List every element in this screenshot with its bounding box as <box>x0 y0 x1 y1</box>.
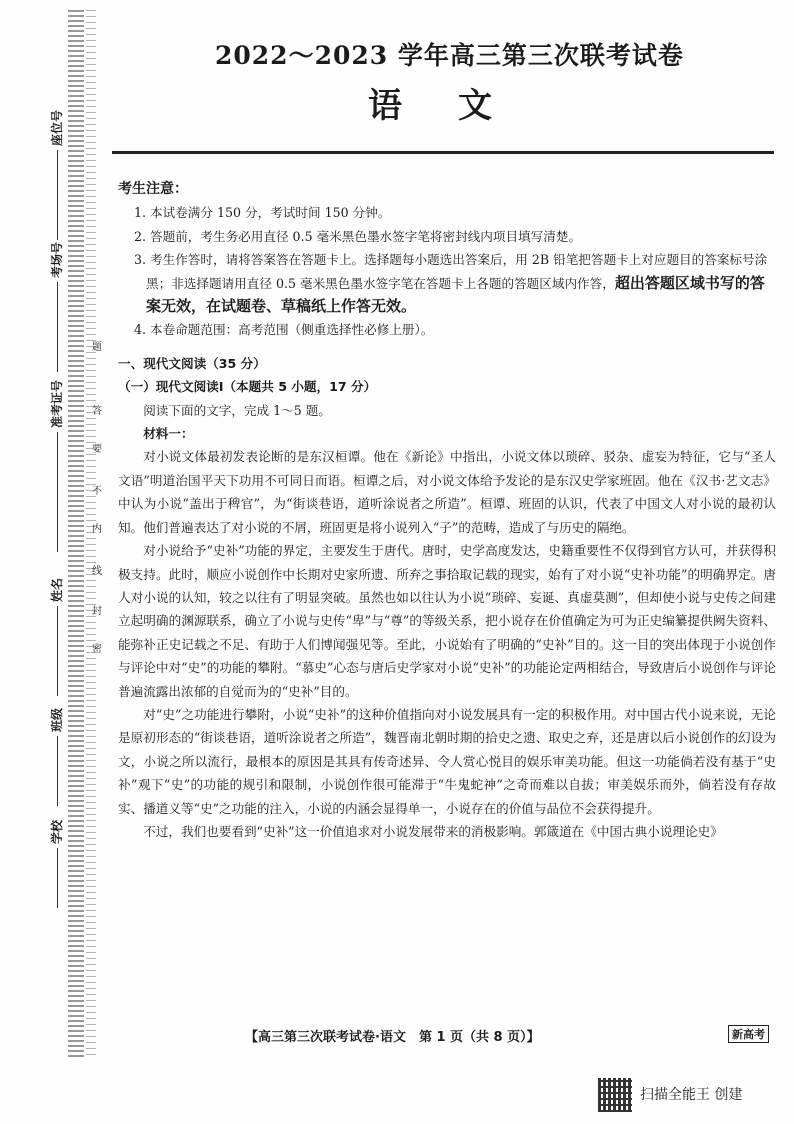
seal-char: 要 <box>92 444 102 455</box>
notice-warning: 超出答题区域书写的答案无效，在试题卷、草稿纸上作答无效。 <box>146 273 765 316</box>
perforation-dots <box>86 10 96 1060</box>
seal-char: 内 <box>92 524 102 535</box>
notice-item <box>118 248 776 318</box>
seal-char: 密 <box>92 644 102 655</box>
qr-code-icon <box>598 1078 632 1112</box>
subject-title: 语文 <box>368 86 548 126</box>
notice-item: 1. 本试卷满分 150 分，考试时间 150 分钟。 <box>134 205 391 221</box>
seal-char: 题 <box>92 342 102 353</box>
instruction: 阅读下面的文字，完成 1～5 题。 <box>143 402 331 418</box>
school-field: 学校 <box>48 820 65 908</box>
exam-room-field: 考场号 <box>48 242 65 372</box>
seal-char: 答 <box>92 406 102 417</box>
passage-paragraph: 对“史”之功能进行攀附，小说“史补”的这种价值指向对小说发展具有一定的积极作用。对中国古代小说来说，无论是原初形态的“街谈巷语，道听涂说者之所造”，魏晋南北朝时期的拾史之遗、取史之弃，还是唐以后小说创作的幻设为文，小说之所以流行，最根本的原因是其具有传奇述异、令人赏心悦目的娱乐审美功能。但这一功能倘若没有基于“史补”观下“史”的功能的规引和限制，小说创作很可能滞于“牛鬼蛇神”之奇而难以自拔；审美娱乐而外，倘若没有存故实、播道义等“史”之功能的注入，小说的内涵会显得单一，小说存在的价值与品位不会获得提升。 <box>118 706 776 816</box>
seal-char: 不 <box>92 486 102 497</box>
exam-title: 2022～2023 学年高三第三次联考试卷 <box>215 41 684 70</box>
header-divider <box>112 151 774 154</box>
notice-item: 4. 本卷命题范围：高考范围（侧重选择性必修上册）。 <box>134 322 434 338</box>
notice-title: 考生注意： <box>118 181 188 197</box>
new-gaokao-badge: 新高考 <box>728 1025 769 1043</box>
material-label: 材料一： <box>143 426 194 442</box>
admission-number-field: 准考证号 <box>48 380 65 552</box>
section-title: 一、现代文阅读（35 分） <box>118 355 266 371</box>
class-field: 班级 <box>48 708 65 806</box>
exam-body <box>118 178 776 843</box>
passage-paragraph: 对小说给予“史补”功能的界定，主要发生于唐代。唐时，史学高度发达，史籍重要性不仅得到官方认可，并获得积极支持。此时，顺应小说创作中长期对史家所遗、所弃之事拾取记载的现实，始有了对小说“史补功能”的明确界定。唐人对小说的认知，较之以往有了明显突破。虽然也如以往认为小说“琐碎、妄诞、真虚莫测”，但却使小说与史传之间建立起明确的渊源联系，确立了小说与史传“卑”与“尊”的等级关系，把小说存在价值确定为可为正史编纂提供阙失资料、能弥补正史记载之不足、有助于人们博闻强见等。至此，小说始有了明确的“史补”目的。这一目的突出体现于小说创作与评论中对“史”的功能的攀附。“慕史”心态与唐后史学家对小说“史补”的功能论定两相结合，导致唐后小说创作与评论普遍流露出浓郁的自觉而为的“史补”目的。 <box>118 543 776 699</box>
name-field: 姓名 <box>48 578 65 696</box>
seal-char: 封 <box>92 606 102 617</box>
notice-item: 2. 答题前，考生务必用直径 0.5 毫米黑色墨水签字笔将密封线内项目填写清楚。 <box>134 228 582 244</box>
section-subtitle: （一）现代文阅读Ⅰ（本题共 5 小题，17 分） <box>118 379 377 395</box>
seat-number-field: 座位号 <box>48 110 65 240</box>
passage-paragraph: 对小说文体最初发表论断的是东汉桓谭。他在《新论》中指出，小说文体以琐碎、驳杂、虚妄为特征，它与“圣人文语”明道治国平天下功用不可同日而语。桓谭之后，对小说文体给予发论的是东汉史学家班固。他在《汉书·艺文志》中认为小说“盖出于稗官”，为“街谈巷语，道听涂说者之所造”。桓谭、班固的认识，代表了中国文人对小说的最初认知。他们普遍表达了对小说的不屑，班固更是将小说列入“子”的范畴，造成了与历史的隔绝。 <box>118 449 776 535</box>
notice-item-text: 3. 考生作答时，请将答案答在答题卡上。选择题每小题选出答案后，用 2B 铅笔把答题卡上对应题目的答案标号涂黑；非选择题请用直径 0.5 毫米黑色墨水签字笔在答题卡上各题的答题区域内作答， <box>134 252 768 291</box>
seal-char: 线 <box>92 566 102 577</box>
page-footer: 【高三第三次联考试卷·语文 第 1 页（共 8 页）】 <box>245 1030 540 1045</box>
scanner-watermark: 扫描全能王 创建 <box>640 1087 743 1103</box>
passage-paragraph: 不过，我们也要看到“史补”这一价值追求对小说发展带来的消极影响。郭箴道在《中国古典小说理论史》 <box>143 823 723 839</box>
perforation-line <box>68 10 84 1060</box>
